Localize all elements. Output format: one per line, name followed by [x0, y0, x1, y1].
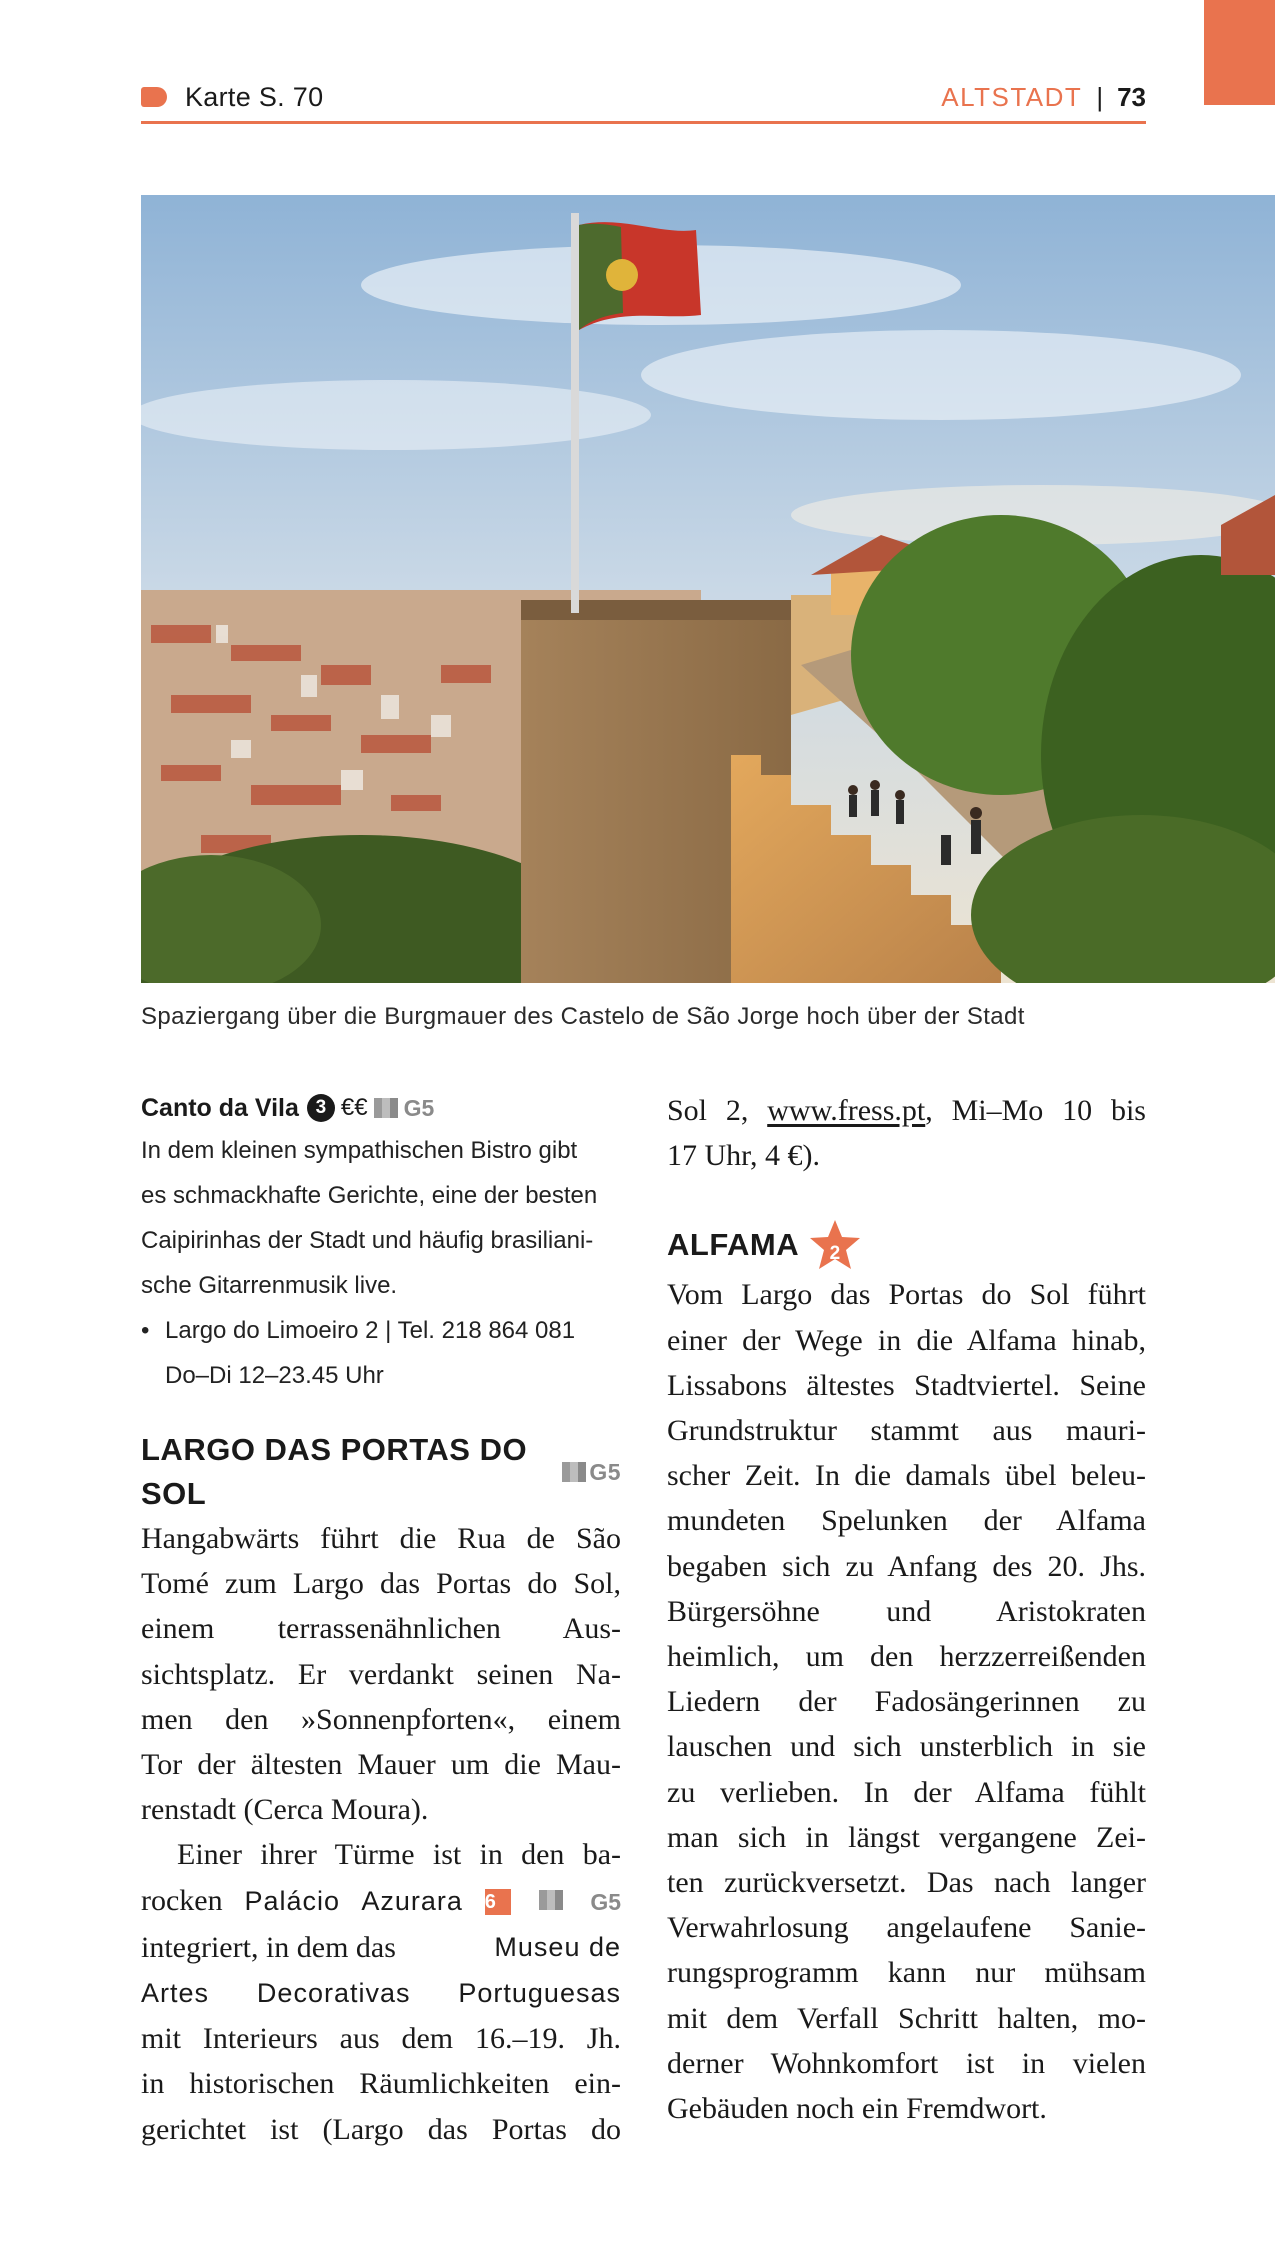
text-line: mundeten Spelunken der Alfama	[667, 1504, 1146, 1538]
text-line: Tomé zum Largo das Portas do Sol,	[141, 1567, 621, 1601]
text-line: sche Gitarrenmusik live.	[141, 1272, 398, 1299]
map-reference-text: Karte S. 70	[185, 81, 324, 112]
canto-entry-heading	[141, 1088, 621, 1128]
text-line: integriert, in dem das Museu de	[141, 1925, 621, 1970]
section-title: ALFAMA	[667, 1227, 800, 1263]
text-line: rocken Palácio Azurara 6 G5	[141, 1883, 622, 1917]
text-line: Lissabons ältestes Stadtviertel. Seine	[667, 1368, 1146, 1402]
map-number-badge: 3	[307, 1094, 335, 1122]
castle-photo	[141, 195, 1275, 983]
opening-hours: Do–Di 12–23.45 Uhr	[165, 1362, 384, 1389]
text-line: Liedern der Fadosängerinnen zu	[667, 1685, 1146, 1719]
text-line: Sol 2, www.fress.pt, Mi–Mo 10 bis	[667, 1094, 1146, 1127]
text-line: einem terrassenähnlichen Aus-	[141, 1612, 621, 1646]
text-line: Bürgersöhne und Aristokraten	[667, 1594, 1146, 1628]
photo-caption: Spaziergang über die Burgmauer des Castelo de São Jorge hoch über der Stadt	[141, 1003, 1025, 1030]
text-line: 17 Uhr, 4 €).	[667, 1139, 820, 1173]
page-header	[141, 78, 1146, 124]
text-line: einer der Wege in die Alfama hinab,	[667, 1323, 1146, 1357]
canto-description	[141, 1128, 621, 1398]
map-icon	[562, 1462, 583, 1482]
text-line: es schmackhafte Gerichte, eine der besten	[141, 1182, 598, 1209]
map-reference[interactable]	[141, 78, 323, 116]
text-line: renstadt (Cerca Moura).	[141, 1793, 429, 1827]
text-line: lauschen und sich unsterblich in sie	[667, 1730, 1146, 1764]
text-line: sichtsplatz. Er verdankt seinen Na-	[141, 1657, 621, 1691]
text-line: in historischen Räumlichkeiten ein-	[141, 2067, 621, 2101]
price-category: €€	[340, 1094, 368, 1121]
text-line: mit dem Verfall Schritt halten, mo-	[667, 2001, 1146, 2035]
text-line	[141, 1970, 621, 2016]
text-line: In dem kleinen sympathischen Bistro gibt	[141, 1137, 578, 1164]
text-line: Caipirinhas der Stadt und häufig brasiliani-	[141, 1227, 594, 1254]
text-line: men den »Sonnenpforten«, einem	[141, 1702, 621, 1736]
text-line: Gebäuden noch ein Fremdwort.	[667, 2092, 1047, 2126]
text-line: derner Wohnkomfort ist in vielen	[667, 2046, 1146, 2080]
text-line: Tor der ältesten Mauer um die Mau-	[141, 1748, 621, 1782]
arrow-icon	[141, 87, 167, 107]
text-line: scher Zeit. In die damals übel beleu-	[667, 1459, 1146, 1493]
right-column	[667, 1088, 1146, 2131]
text-line: gerichtet ist (Largo das Portas do	[141, 2112, 621, 2146]
text-line: Grundstruktur stammt aus mauri-	[667, 1414, 1146, 1448]
highlight-number: 2	[829, 1243, 841, 1265]
map-icon	[374, 1098, 398, 1118]
text-line: Hangabwärts führt die Rua de São	[141, 1522, 621, 1555]
map-number-badge: 6	[485, 1889, 511, 1915]
grid-reference: G5	[403, 1095, 435, 1121]
place-name: Palácio Azurara	[244, 1885, 463, 1916]
text-line: ten zurückversetzt. Das nach langer	[667, 1866, 1146, 1900]
hours-line	[141, 1353, 621, 1398]
grid-reference: G5	[589, 1459, 621, 1485]
text-line: mit Interieurs aus dem 16.–19. Jh.	[141, 2022, 621, 2056]
map-icon	[539, 1890, 563, 1910]
page-number: 73	[1117, 81, 1146, 112]
alfama-paragraph	[667, 1272, 1146, 2131]
text-line: Einer ihrer Türme ist in den ba-	[177, 1838, 621, 1872]
text-line: begaben sich zu Anfang des 20. Jhs.	[667, 1549, 1146, 1583]
address: Largo do Limoeiro 2 | Tel. 218 864 081	[165, 1317, 576, 1344]
website-link[interactable]: www.fress.pt	[767, 1094, 926, 1127]
text-line: Vom Largo das Portas do Sol führt	[667, 1278, 1146, 1312]
text-line: zu verlieben. In der Alfama fühlt	[667, 1775, 1146, 1809]
largo-heading	[141, 1428, 621, 1516]
left-column	[141, 1088, 621, 2152]
text-line: Verwahrlosung angelaufene Sanie-	[667, 1911, 1146, 1945]
running-head	[941, 78, 1146, 116]
text-line: heimlich, um den herzzerreißenden	[667, 1640, 1146, 1674]
grid-reference: G5	[590, 1888, 622, 1915]
address-line	[141, 1308, 621, 1353]
alfama-heading	[667, 1218, 1146, 1272]
museum-name: Museu de	[494, 1931, 621, 1962]
page-tab-marker	[1204, 0, 1275, 105]
largo-paragraph-2	[141, 1832, 621, 2151]
header-separator: |	[1096, 81, 1104, 112]
section-name: ALTSTADT	[941, 81, 1083, 112]
largo-paragraph-1	[141, 1516, 621, 1832]
section-title: LARGO DAS PORTAS DO SOL	[141, 1432, 528, 1511]
text-line: man sich in längst vergangene Zei-	[667, 1820, 1146, 1854]
restaurant-name: Canto da Vila	[141, 1094, 299, 1122]
star-icon	[807, 1218, 863, 1272]
bullet: •	[141, 1317, 150, 1344]
text-line: rungsprogramm kann nur mühsam	[667, 1956, 1146, 1990]
largo-continuation	[667, 1088, 1146, 1178]
museum-name: Artes Decorativas Portuguesas	[141, 1978, 621, 2009]
